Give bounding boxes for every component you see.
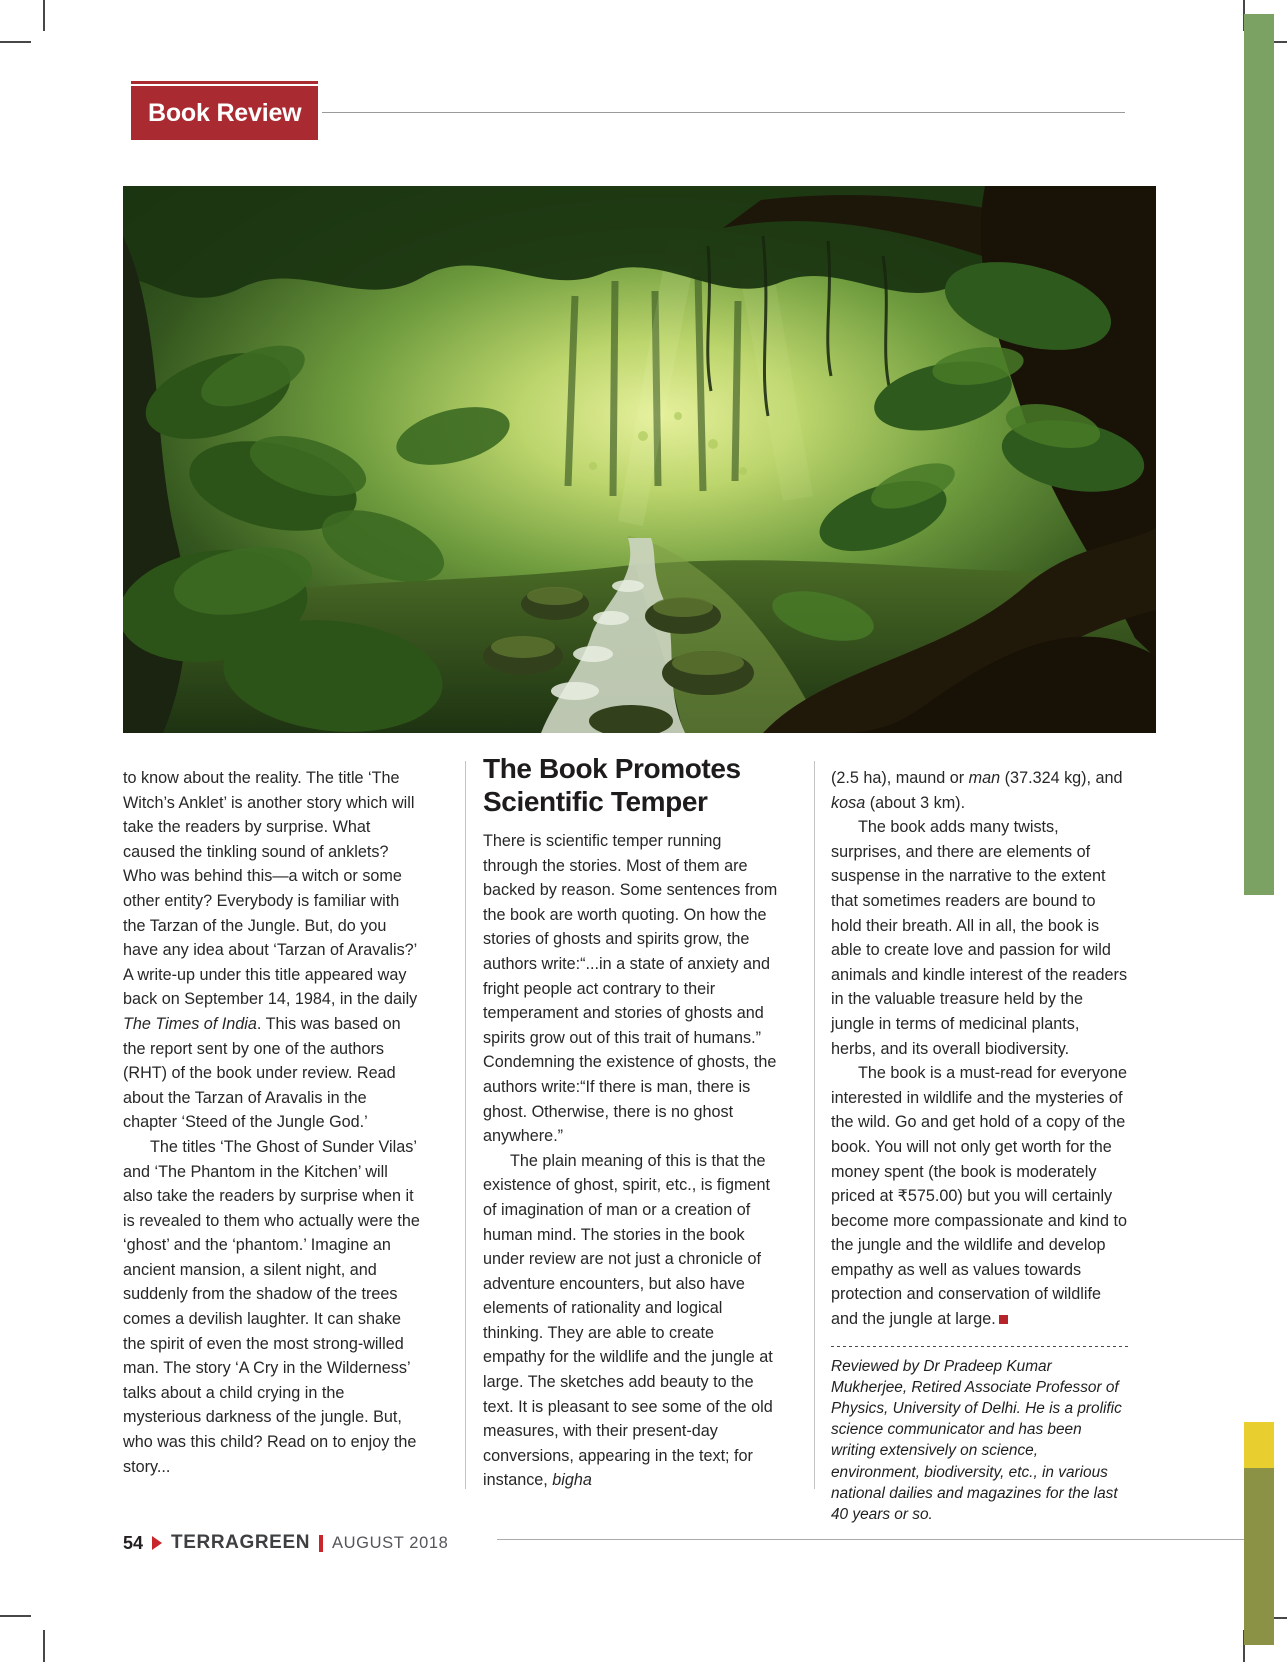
body-paragraph: The titles ‘The Ghost of Sunder Vilas’ and ‘The Phantom in the Kitchen’ will also take the readers by surprise when it is revealed to them who actually were the ‘ghost’ and the ‘phantom.’ Imagine an ancient mansion, a silent night, and suddenly from the shadow of the trees comes a devilish laughter. It can shake the spirit of even the most strong-willed man. The story ‘A Cry in the Wilderness’ talks about a child crying in the mysterious darkness of the jungle. But, who was this child? Read on to enjoy the story... [123,1137,420,1476]
section-heading: The Book Promotes Scientific Temper [483,753,741,817]
magazine-name: TERRAGREEN [171,1532,311,1553]
paragraph-text: The book is a must-read for everyone interested in wildlife and the mysteries of the wild. Go and get hold of a copy of the book. You will not only get worth for the money spent (the book is moderately priced at ₹575.00) but you will certainly become more compassionate and kind to the jungle and the wildlife and develop empathy as well as values towards protection and conservation of wildlife and the jungle at large. [831,1064,1128,1329]
article-column-1 [123,766,420,1479]
crop-mark-bottom-left-vertical [43,1630,45,1662]
column-rule-2 [814,761,815,1489]
crop-mark-top-left-vertical [43,0,45,31]
reviewer-note: Reviewed by Dr Pradeep Kumar Mukherjee, Retired Associate Professor of Physics, University of Delhi. He is a prolific science communicator and has been writing extensively on science, environment, biodiversity, etc., in various national dailies and magazines for the last 40 years or so. [831,1357,1122,1524]
footer-rule [497,1539,1244,1540]
crop-mark-top-left-horizontal [0,41,31,43]
body-paragraph: The book adds many twists, surprises, and there are elements of suspense in the narrative to the extent that sometimes readers are bound to hold their breath. All in all, the book is able to create love and passion for wild animals and kindle interest of the readers in the valuable treasure held by the jungle in terms of medicinal plants, herbs, and its overall biodiversity. [831,818,1128,1058]
edge-bar-olive [1244,1468,1274,1645]
body-paragraph: The plain meaning of this is that the existence of ghost, spirit, etc., is figment of imagination of man or a creation of human mind. The stories in the book under review are not just a chronicle of adventure encounters, but also have elements of rationality and logical thinking. They are able to create empathy for the wildlife and the jungle at large. The sketches add beauty to the text. It is pleasant to see some of the old measures, with their present-day conversions, appearing in the text; for instance, bigha [483,1151,773,1490]
page-footer [123,1532,448,1554]
crop-mark-bottom-left-horizontal [0,1615,31,1617]
body-paragraph [831,1061,1128,1332]
badge-top-rule [131,81,318,84]
body-paragraph: to know about the reality. The title ‘The Witch’s Anklet’ is another story which will take the readers by surprise. What caused the tinkling sound of anklets? Who was behind this—a witch or some other entity? Everybody is familiar with the Tarzan of the Jungle. But, do you have any idea about ‘Tarzan of Aravalis?’ A write-up under this title appeared way back on September 14, 1984, in the daily The Times of India. This was based on the report sent by one of the authors (RHT) of the book under review. Read about the Tarzan of Aravalis in the chapter ‘Steed of the Jungle God.’ [123,769,418,1132]
issue-date: AUGUST 2018 [332,1533,449,1552]
section-badge [131,86,318,140]
article-column-3 [831,766,1128,1525]
header-rule [322,112,1125,113]
reviewer-divider [831,1346,1128,1348]
column-rule-1 [465,761,466,1489]
body-paragraph: There is scientific temper running through the stories. Most of them are backed by reason. Some sentences from the book are worth quoting. On how the stories of ghosts and spirits grow, the authors write:“...in a state of anxiety and fright people act contrary to their temperament and stories of ghosts and spirits grow out of this trait of humans.” Condemning the existence of ghosts, the authors write:“If there is man, there is ghost. Otherwise, there is no ghost anywhere.” [483,832,778,1146]
article-column-2 [483,752,780,1493]
edge-bar-green [1244,14,1274,895]
end-of-article-marker [999,1315,1008,1324]
section-badge-label: Book Review [148,98,302,127]
body-paragraph: (2.5 ha), maund or man (37.324 kg), and kosa (about 3 km). [831,769,1123,812]
edge-bar-yellow [1244,1422,1274,1468]
arrow-icon [152,1536,162,1550]
jungle-photo [123,186,1156,733]
footer-separator [319,1535,323,1552]
page-number: 54 [123,1532,144,1553]
